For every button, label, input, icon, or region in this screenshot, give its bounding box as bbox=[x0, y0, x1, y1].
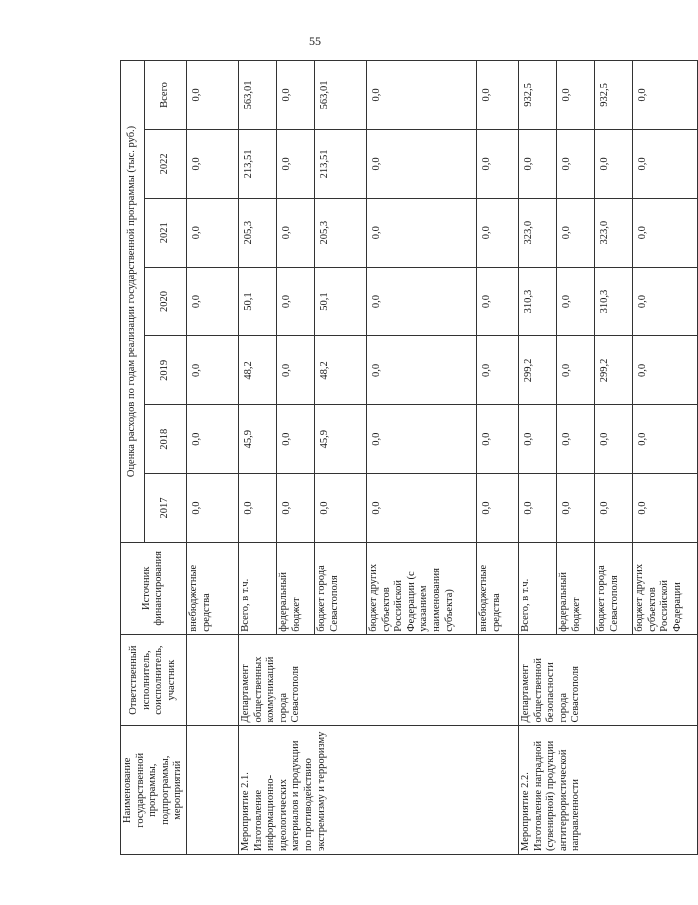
header-year-2019: 2019 bbox=[145, 336, 187, 405]
cell-value: 0,0 bbox=[366, 267, 476, 336]
cell-value: 0,0 bbox=[186, 474, 238, 543]
cell-value: 932,5 bbox=[518, 61, 556, 130]
cell-value: 0,0 bbox=[556, 336, 594, 405]
cell-value: 205,3 bbox=[314, 198, 366, 267]
cell-value: 0,0 bbox=[632, 198, 697, 267]
cell-value: 0,0 bbox=[276, 336, 314, 405]
header-estimate: Оценка расходов по годам реализации государственной программы (тыс. руб.) bbox=[121, 61, 145, 543]
budget-table bbox=[120, 60, 698, 855]
cell-funding-source: федеральный бюджет bbox=[556, 542, 594, 634]
cell-value: 0,0 bbox=[276, 474, 314, 543]
cell-value: 0,0 bbox=[594, 474, 632, 543]
cell-value: 0,0 bbox=[476, 61, 518, 130]
cell-value: 932,5 bbox=[594, 61, 632, 130]
cell-value: 0,0 bbox=[556, 267, 594, 336]
cell-value: 323,0 bbox=[594, 198, 632, 267]
table-row bbox=[518, 61, 556, 855]
cell-value: 0,0 bbox=[366, 61, 476, 130]
cell-value: 0,0 bbox=[632, 474, 697, 543]
cell-funding-source: бюджет города Севастополя bbox=[594, 542, 632, 634]
cell-value: 299,2 bbox=[518, 336, 556, 405]
cell-value: 310,3 bbox=[594, 267, 632, 336]
cell-funding-source: внебюджетные средства bbox=[476, 542, 518, 634]
cell-value: 0,0 bbox=[476, 336, 518, 405]
cell-executor: Департамент общественных коммуникаций города Севастополя bbox=[238, 634, 518, 726]
cell-value: 563,01 bbox=[314, 61, 366, 130]
cell-value: 0,0 bbox=[186, 405, 238, 474]
cell-funding-source: федеральный бюджет bbox=[276, 542, 314, 634]
cell-value: 48,2 bbox=[314, 336, 366, 405]
cell-value: 0,0 bbox=[632, 336, 697, 405]
header-year-2018: 2018 bbox=[145, 405, 187, 474]
table-row bbox=[238, 61, 276, 855]
cell-value: 45,9 bbox=[238, 405, 276, 474]
cell-value: 48,2 bbox=[238, 336, 276, 405]
cell-value: 0,0 bbox=[556, 474, 594, 543]
header-year-2020: 2020 bbox=[145, 267, 187, 336]
cell-measure-name: Мероприятие 2.1. Изготовление информационно-идеологических материалов и продукции по противодействию экстремизму и терроризму bbox=[238, 726, 518, 855]
table-row bbox=[186, 61, 238, 855]
cell-value: 0,0 bbox=[476, 267, 518, 336]
cell-value: 213,51 bbox=[314, 129, 366, 198]
header-year-2021: 2021 bbox=[145, 198, 187, 267]
cell-value: 0,0 bbox=[366, 405, 476, 474]
cell-value: 0,0 bbox=[276, 61, 314, 130]
cell-value: 0,0 bbox=[518, 474, 556, 543]
cell-executor: Департамент общественной безопасности города Севастополя bbox=[518, 634, 697, 726]
cell-value: 0,0 bbox=[476, 405, 518, 474]
cell-value: 0,0 bbox=[594, 405, 632, 474]
header-total: Всего bbox=[145, 61, 187, 130]
cell-executor bbox=[186, 634, 238, 726]
cell-funding-source: Всего, в т.ч. bbox=[238, 542, 276, 634]
cell-value: 299,2 bbox=[594, 336, 632, 405]
cell-value: 50,1 bbox=[238, 267, 276, 336]
cell-value: 205,3 bbox=[238, 198, 276, 267]
cell-value: 0,0 bbox=[518, 129, 556, 198]
page-number: 55 bbox=[309, 34, 321, 48]
cell-value: 0,0 bbox=[632, 267, 697, 336]
cell-value: 0,0 bbox=[594, 129, 632, 198]
header-executor: Ответственный исполнитель, соисполнитель, участник bbox=[121, 634, 187, 726]
cell-value: 0,0 bbox=[556, 61, 594, 130]
cell-value: 0,0 bbox=[186, 336, 238, 405]
cell-value: 0,0 bbox=[186, 129, 238, 198]
cell-value: 0,0 bbox=[556, 198, 594, 267]
cell-funding-source: бюджет других субъектов Российской Федерации (с указанием наименования субъекта) bbox=[366, 542, 476, 634]
cell-measure-name bbox=[186, 726, 238, 855]
cell-value: 563,01 bbox=[238, 61, 276, 130]
cell-measure-name: Мероприятие 2.2. Изготовление наградной (сувенирной) продукции антитеррористической направленности bbox=[518, 726, 697, 855]
cell-value: 0,0 bbox=[632, 129, 697, 198]
cell-value: 0,0 bbox=[518, 405, 556, 474]
cell-value: 0,0 bbox=[366, 336, 476, 405]
header-year-2017: 2017 bbox=[145, 474, 187, 543]
cell-value: 45,9 bbox=[314, 405, 366, 474]
cell-value: 323,0 bbox=[518, 198, 556, 267]
header-year-2022: 2022 bbox=[145, 129, 187, 198]
cell-value: 0,0 bbox=[314, 474, 366, 543]
cell-value: 0,0 bbox=[186, 61, 238, 130]
cell-value: 0,0 bbox=[186, 198, 238, 267]
cell-value: 213,51 bbox=[238, 129, 276, 198]
cell-value: 0,0 bbox=[366, 198, 476, 267]
header-name: Наименование государственной программы, подпрограммы, мероприятий bbox=[121, 726, 187, 855]
cell-value: 0,0 bbox=[366, 129, 476, 198]
cell-value: 0,0 bbox=[556, 405, 594, 474]
cell-value: 0,0 bbox=[276, 129, 314, 198]
cell-value: 0,0 bbox=[632, 61, 697, 130]
cell-value: 0,0 bbox=[476, 198, 518, 267]
cell-value: 0,0 bbox=[276, 267, 314, 336]
cell-value: 0,0 bbox=[476, 129, 518, 198]
cell-value: 0,0 bbox=[366, 474, 476, 543]
cell-value: 0,0 bbox=[276, 198, 314, 267]
cell-funding-source: внебюджетные средства bbox=[186, 542, 238, 634]
cell-funding-source: Всего, в т.ч. bbox=[518, 542, 556, 634]
cell-value: 0,0 bbox=[556, 129, 594, 198]
cell-value: 50,1 bbox=[314, 267, 366, 336]
cell-value: 0,0 bbox=[632, 405, 697, 474]
cell-value: 0,0 bbox=[186, 267, 238, 336]
cell-value: 0,0 bbox=[476, 474, 518, 543]
cell-value: 310,3 bbox=[518, 267, 556, 336]
header-source: Источник финансирования bbox=[121, 542, 187, 634]
rotated-table-container bbox=[120, 60, 683, 855]
cell-value: 0,0 bbox=[238, 474, 276, 543]
cell-value: 0,0 bbox=[276, 405, 314, 474]
cell-funding-source: бюджет других субъектов Российской Федерации bbox=[632, 542, 697, 634]
cell-funding-source: бюджет города Севастополя bbox=[314, 542, 366, 634]
